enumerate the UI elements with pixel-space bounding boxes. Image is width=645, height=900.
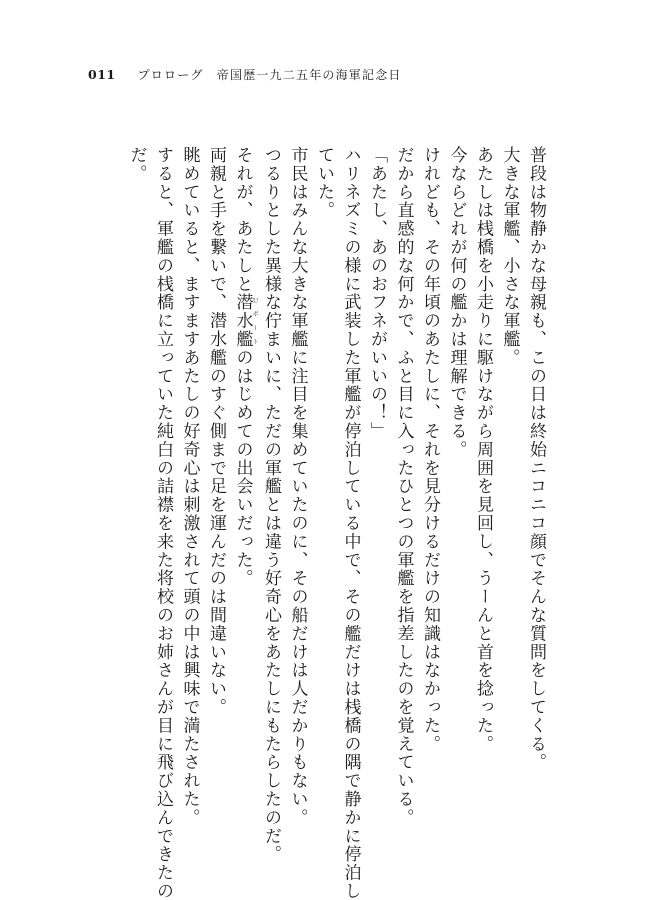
ruby-term	[232, 293, 258, 349]
text-line-3: あたしは桟橋を小走りに駆けながら周囲を見回し、うーんと首を捻った。	[473, 146, 493, 754]
text-line-14: 眺めていると、ますますあたしの好奇心は刺激されて頭の中は興味で満たされた。	[179, 146, 200, 827]
chapter-title: プロローグ 帝国歴一九二五年の海軍記念日	[137, 68, 402, 82]
text-line-1: 普段は物静かな母親も、この日は終始ニコニコ顔でそんな質問をしてくる。	[526, 146, 546, 772]
text-line-13: 両親と手を繋いで、潜水艦のすぐ側まで足を運んだのは間違いない。	[206, 146, 226, 717]
text-line-12-with-ruby	[229, 146, 258, 786]
ruby-line-before: それが、あたしと	[232, 146, 253, 294]
text-line-11: つるりとした異様な佇まいに、ただの軍艦とは違う好奇心をあたしにもたらしたのだ。	[261, 146, 281, 864]
ruby-reading: Ｕボート	[251, 293, 258, 349]
vertical-body-text	[79, 146, 549, 900]
text-line-10: 市民はみんな大きな軍艦に注目を集めていたのに、その船だけは人だかりもない。	[287, 146, 308, 827]
running-header	[88, 66, 402, 83]
text-line-16: だ。	[126, 146, 147, 183]
text-line-15: すると、軍艦の桟橋に立っていた純白の詰襟を来た将校のお姉さんが目に飛び込んできたの	[153, 146, 173, 900]
text-line-9: ていた。	[314, 146, 334, 220]
text-line-8: ハリネズミの様に武装した軍艦が停泊している中で、その艦だけは桟橋の隅で静かに停泊し	[340, 146, 361, 900]
text-line-6: だから直感的な何かで、ふと目に入ったひとつの軍艦を指差したのを覚えている。	[393, 146, 414, 827]
text-line-5: けれども、その年頃のあたしに、それを見分けるだけの知識はなかった。	[420, 146, 440, 754]
text-line-7: 「あたし、あのおフネがいいの！」	[367, 146, 387, 441]
ruby-base: 潜水艦	[232, 293, 253, 349]
text-line-4: 今ならどれが何の艦かは理解できる。	[446, 146, 467, 459]
page-number: 011	[88, 67, 116, 82]
ruby-line-after: のはじめての出会いだった。	[232, 348, 253, 588]
text-line-2: 大きな軍艦、小さな軍艦。	[499, 146, 520, 367]
